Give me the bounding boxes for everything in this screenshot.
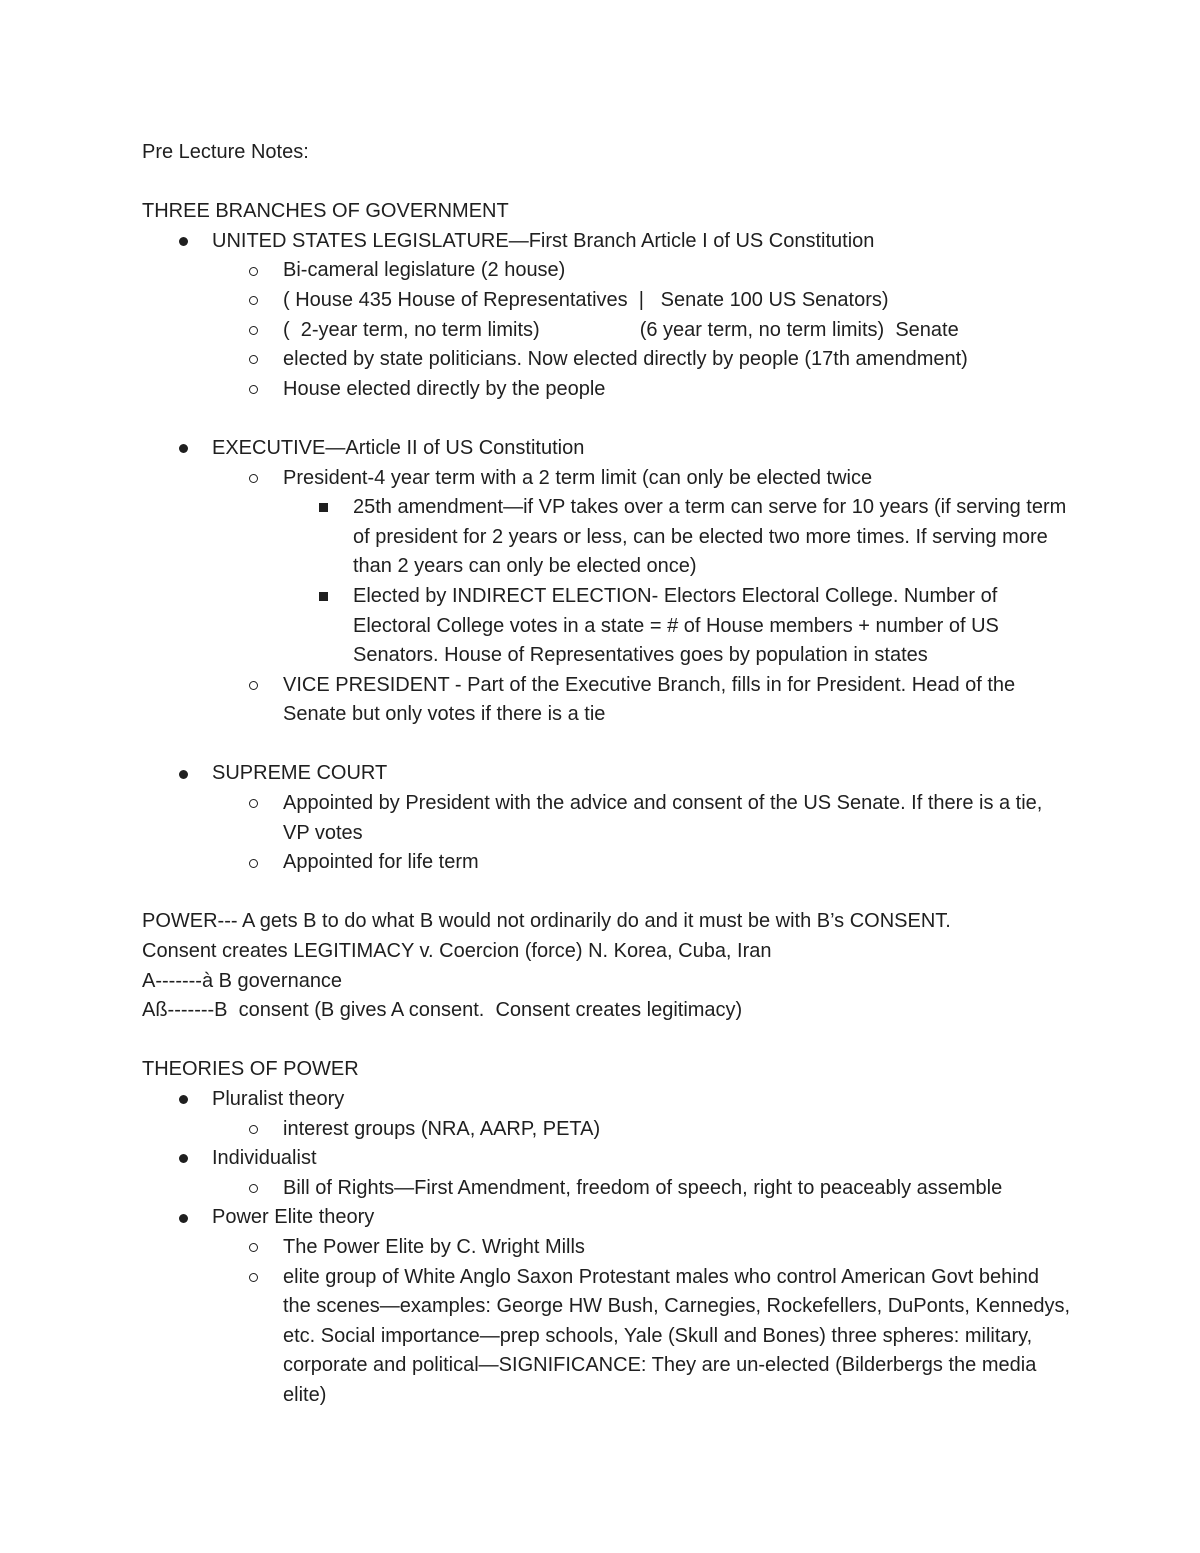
supreme-court-label: SUPREME COURT bbox=[212, 762, 388, 785]
bullet-circle bbox=[249, 375, 258, 405]
bullet-circle bbox=[249, 1263, 258, 1293]
bullet-disc bbox=[179, 1203, 188, 1233]
power-line: POWER--- A gets B to do what B would not ordinarily do and it must be with B’s CONSENT. bbox=[142, 910, 951, 933]
legislature-label: UNITED STATES LEGISLATURE—First Branch Article I of US Constitution bbox=[212, 229, 875, 252]
bullet-circle bbox=[249, 1233, 258, 1263]
list-item: President-4 year term with a 2 term limit (can only be elected twice bbox=[142, 464, 1072, 494]
bullet-square bbox=[319, 493, 328, 523]
bullet-disc bbox=[179, 1085, 188, 1115]
theories-heading: THEORIES OF POWER bbox=[142, 1058, 359, 1081]
bullet-circle bbox=[249, 789, 258, 819]
bullet-circle bbox=[249, 464, 258, 494]
bullet-square bbox=[319, 582, 328, 612]
list-item: elite group of White Anglo Saxon Protestant males who control American Govt behind the scenes—examples: George HW Bush, Carnegies, Rockefellers, DuPonts, Kennedys, etc. Social importance—prep schools, Yale (Skull and Bones) three spheres: military, corporate and political—SIGNIFICANCE: They are un-elected (Bilderbergs the media elite) bbox=[142, 1263, 1072, 1411]
document-page bbox=[142, 138, 1072, 1411]
bullet-circle bbox=[249, 1115, 258, 1145]
list-item: Appointed for life term bbox=[142, 848, 1072, 878]
list-item-pluralist: Pluralist theory bbox=[142, 1085, 1072, 1115]
list-item: House elected directly by the people bbox=[142, 375, 1072, 405]
list-item: ( House 435 House of Representatives | Senate 100 US Senators) bbox=[142, 286, 1072, 316]
bullet-circle bbox=[249, 345, 258, 375]
branches-heading: THREE BRANCHES OF GOVERNMENT bbox=[142, 200, 509, 223]
bullet-circle bbox=[249, 671, 258, 701]
list-item: 25th amendment—if VP takes over a term can serve for 10 years (if serving term of president for 2 years or less, can be elected two more times. If serving more than 2 years can only be elected once) bbox=[142, 493, 1072, 582]
bullet-circle bbox=[249, 1174, 258, 1204]
bullet-disc bbox=[179, 227, 188, 257]
power-line: Aß-------B consent (B gives A consent. Consent creates legitimacy) bbox=[142, 999, 743, 1022]
list-item: elected by state politicians. Now elected directly by people (17th amendment) bbox=[142, 345, 1072, 375]
power-line: A-------à B governance bbox=[142, 969, 343, 992]
list-item: The Power Elite by C. Wright Mills bbox=[142, 1233, 1072, 1263]
list-item: interest groups (NRA, AARP, PETA) bbox=[142, 1115, 1072, 1145]
list-item: Appointed by President with the advice and consent of the US Senate. If there is a tie, VP votes bbox=[142, 789, 1072, 848]
list-item-individualist: Individualist bbox=[142, 1144, 1072, 1174]
list-item-power-elite: Power Elite theory bbox=[142, 1203, 1072, 1233]
bullet-disc bbox=[179, 434, 188, 464]
list-item: VICE PRESIDENT - Part of the Executive Branch, fills in for President. Head of the Senate but only votes if there is a tie bbox=[142, 671, 1072, 730]
bullet-circle bbox=[249, 848, 258, 878]
list-item-supreme-court bbox=[142, 759, 1072, 789]
list-item: Elected by INDIRECT ELECTION- Electors Electoral College. Number of Electoral College votes in a state = # of House members + number of US Senators. House of Representatives goes by population in states bbox=[142, 582, 1072, 671]
bullet-disc bbox=[179, 1144, 188, 1174]
list-item: ( 2-year term, no term limits) (6 year term, no term limits) Senate bbox=[142, 316, 1072, 346]
executive-label: EXECUTIVE—Article II of US Constitution bbox=[212, 436, 585, 459]
bullet-circle bbox=[249, 316, 258, 346]
bullet-circle bbox=[249, 256, 258, 286]
list-item: Bill of Rights—First Amendment, freedom of speech, right to peaceably assemble bbox=[142, 1174, 1072, 1204]
bullet-disc bbox=[179, 759, 188, 789]
list-item-legislature bbox=[142, 227, 1072, 257]
list-item-executive bbox=[142, 434, 1072, 464]
list-item: Bi-cameral legislature (2 house) bbox=[142, 256, 1072, 286]
bullet-circle bbox=[249, 286, 258, 316]
page-title: Pre Lecture Notes: bbox=[142, 141, 309, 163]
power-line: Consent creates LEGITIMACY v. Coercion (force) N. Korea, Cuba, Iran bbox=[142, 940, 772, 963]
